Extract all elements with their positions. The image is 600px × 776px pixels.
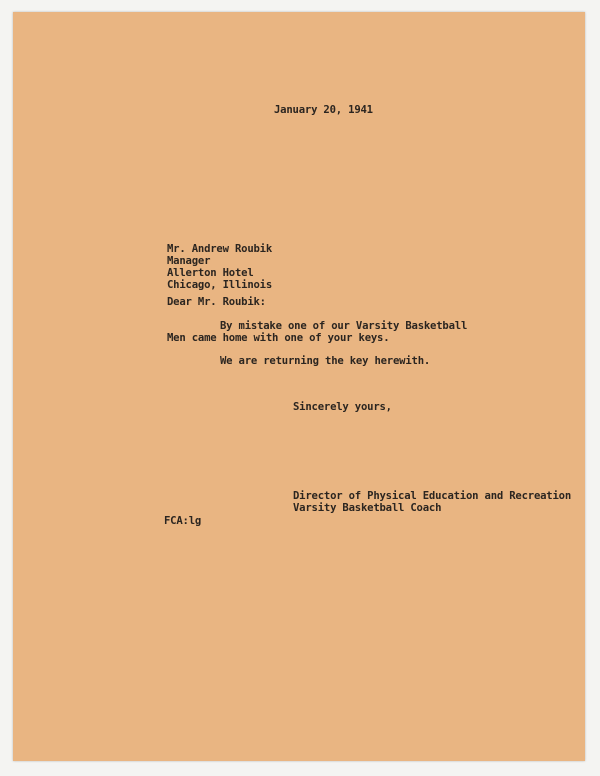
salutation: Dear Mr. Roubik: [167,296,266,308]
recipient-location: Chicago, Illinois [167,279,273,291]
signature-title-line-2: Varsity Basketball Coach [293,502,442,514]
recipient-title: Manager [167,255,211,267]
recipient-name: Mr. Andrew Roubik [167,243,273,255]
body-paragraph-1-line-1: By mistake one of our Varsity Basketball [220,320,468,332]
body-paragraph-1-line-2: Men came home with one of your keys. [167,332,390,344]
signature-title-line-1: Director of Physical Education and Recreation [293,490,572,502]
recipient-organization: Allerton Hotel [167,267,254,279]
closing: Sincerely yours, [293,401,392,413]
letter-page [13,12,585,761]
letter-date: January 20, 1941 [274,104,373,116]
reference-initials: FCA:lg [164,515,202,527]
body-paragraph-2: We are returning the key herewith. [220,355,431,367]
